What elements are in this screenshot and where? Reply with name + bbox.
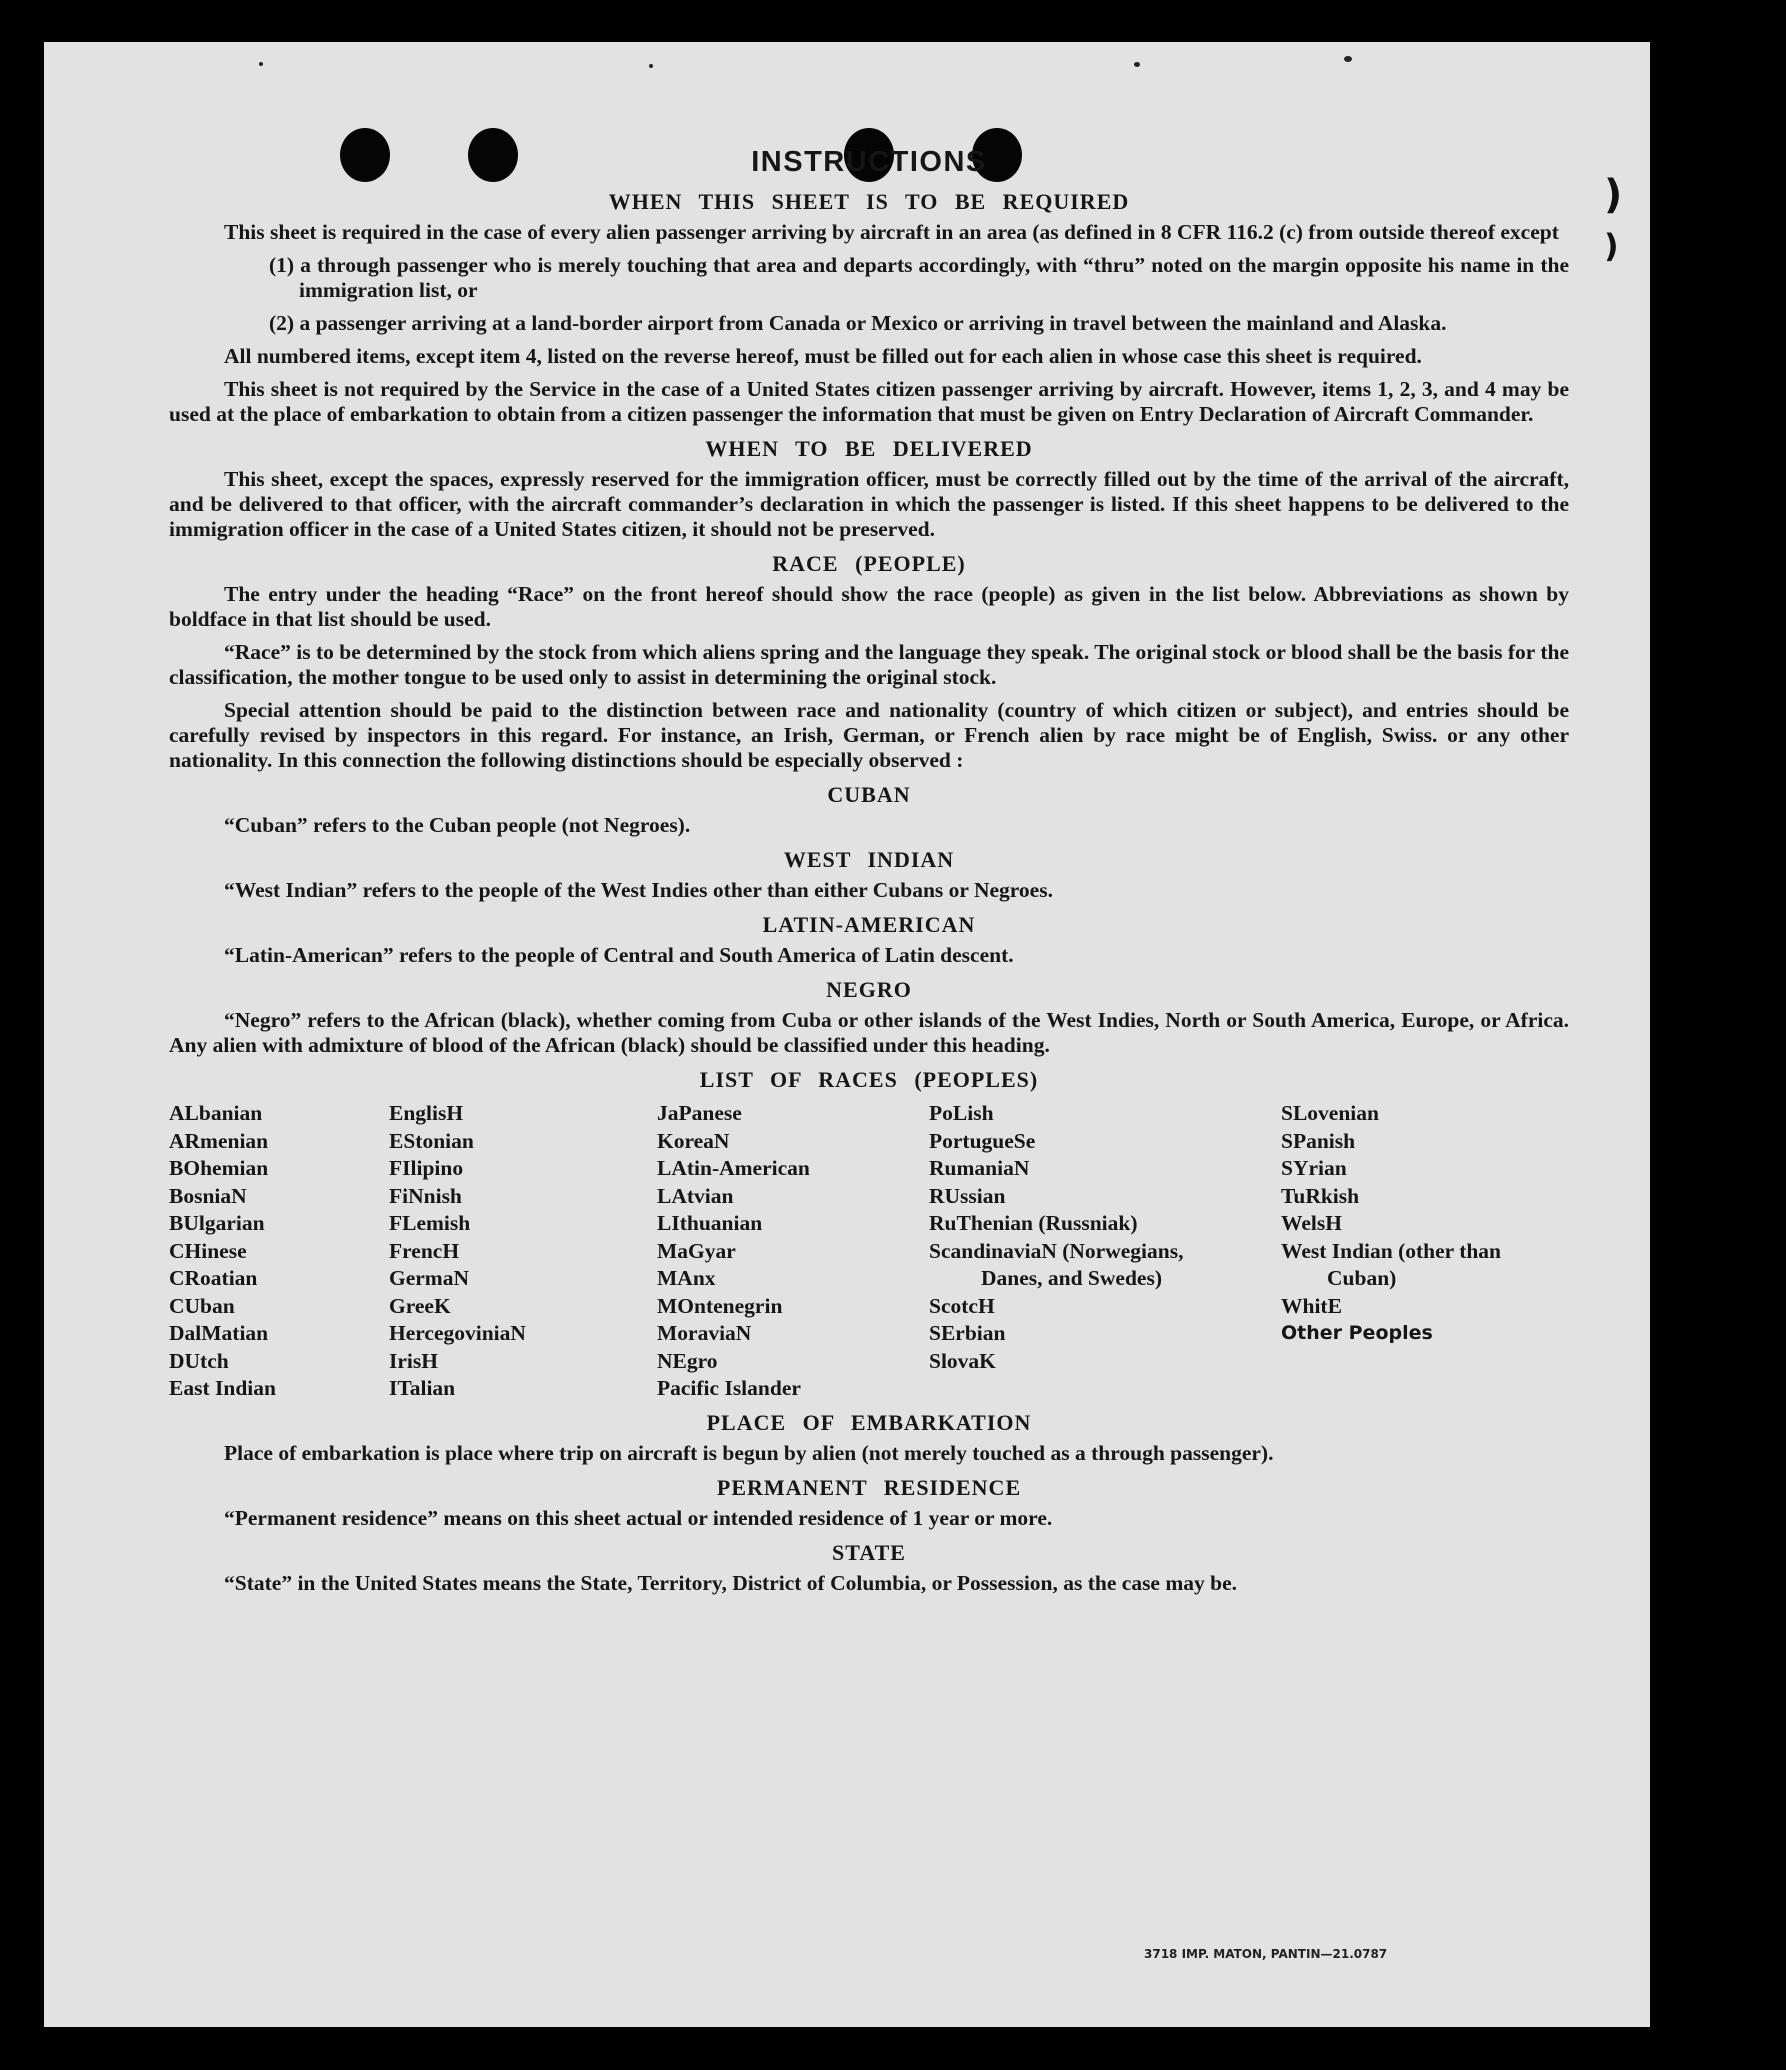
section-heading-west-indian: WEST INDIAN	[783, 847, 955, 872]
section-heading-state: STATE	[832, 1539, 906, 1565]
race-entry: RuThenian (Russniak)	[929, 1211, 1138, 1235]
paragraph: “West Indian” refers to the people of the West Indies other than either Cubans or Negroes.	[224, 878, 1053, 902]
paragraph: All numbered items, except item 4, listed on the reverse hereof, must be filled out for each alien in whose case this sheet is required.	[224, 344, 1422, 368]
race-entry: PortugueSe	[929, 1128, 1036, 1153]
paragraph: “Race” is to be determined by the stock from which aliens spring and the language they speak. The original stock or blood shall be the basis for the classification, the mother tongue to be used only to assist in determining the original stock.	[169, 640, 1569, 689]
race-entry: IrisH	[389, 1348, 438, 1373]
section-heading-list: LIST OF RACES (PEOPLES)	[699, 1067, 1039, 1092]
race-entry: ARmenian	[169, 1128, 269, 1153]
race-entry: ScandinaviaN (Norwegians, Danes, and Swedes)	[929, 1238, 1184, 1290]
race-entry: RUssian	[929, 1183, 1006, 1208]
race-entry: Other Peoples	[1281, 1322, 1433, 1344]
race-entry: SlovaK	[929, 1348, 996, 1373]
speck	[1344, 56, 1352, 62]
paragraph: This sheet is not required by the Service in the case of a United States citizen passenger arriving by aircraft. However, items 1, 2, 3, and 4 may be used at the place of embarkation to obtain from a citizen passenger the information that must be given on Entry Declaration of Aircraft Commander.	[169, 377, 1569, 426]
race-entry: SErbian	[929, 1321, 1006, 1345]
paragraph: This sheet is required in the case of every alien passenger arriving by aircraft in an area (as defined in 8 CFR 116.2 (c) from outside thereof except	[224, 220, 1559, 244]
race-entry: TuRkish	[1281, 1183, 1360, 1208]
race-entry: Pacific Islander	[657, 1376, 801, 1400]
race-column	[1281, 1100, 1521, 1403]
race-entry: West Indian (other than Cuban)	[1281, 1238, 1502, 1290]
race-column	[389, 1100, 657, 1403]
race-column	[169, 1100, 389, 1403]
paragraph: This sheet, except the spaces, expressly reserved for the immigration officer, must be correctly filled out by the time of the arrival of the aircraft, and be delivered to that officer, with the aircraft commander’s declaration in which the passenger is listed. If this sheet happens to be delivered to the immigration officer in the case of a United States citizen, it should not be preserved.	[169, 467, 1569, 541]
paragraph: “Cuban” refers to the Cuban people (not Negroes).	[224, 813, 691, 837]
speck	[1134, 62, 1140, 67]
race-entry: ITalian	[389, 1376, 456, 1400]
race-list	[169, 1100, 1569, 1403]
race-entry: CRoatian	[169, 1266, 258, 1290]
race-column	[929, 1100, 1281, 1403]
race-entry: JaPanese	[657, 1101, 742, 1125]
race-entry: LAtvian	[657, 1183, 734, 1208]
margin-mark: )	[1604, 227, 1619, 265]
race-entry: FiNnish	[389, 1183, 462, 1208]
instructions-text	[169, 142, 1569, 1604]
paragraph: “Permanent residence” means on this sheet actual or intended residence of 1 year or more.	[224, 1505, 1053, 1530]
paragraph: “Latin-American” refers to the people of Central and South America of Latin descent.	[224, 943, 1014, 967]
speck	[649, 64, 653, 68]
race-entry: EnglisH	[389, 1101, 464, 1125]
paragraph: Place of embarkation is place where trip on aircraft is begun by alien (not merely touched as a through passenger).	[224, 1440, 1274, 1465]
race-entry: KoreaN	[657, 1128, 730, 1153]
race-entry: HercegoviniaN	[389, 1321, 526, 1345]
race-entry: WhitE	[1281, 1293, 1342, 1318]
race-entry: DUtch	[169, 1348, 229, 1373]
race-entry: MOntenegrin	[657, 1293, 783, 1318]
race-column	[657, 1100, 929, 1403]
race-entry: EStonian	[389, 1128, 474, 1153]
race-entry: WelsH	[1281, 1211, 1342, 1235]
race-entry: ALbanian	[169, 1101, 263, 1125]
race-entry: FIlipino	[389, 1156, 464, 1180]
race-entry: SLovenian	[1281, 1101, 1379, 1125]
race-entry: GermaN	[389, 1266, 469, 1290]
race-entry: CHinese	[169, 1238, 247, 1263]
race-entry: GreeK	[389, 1293, 451, 1318]
race-entry: FrencH	[389, 1238, 460, 1263]
race-entry: MAnx	[657, 1266, 716, 1290]
section-heading-residence: PERMANENT RESIDENCE	[716, 1474, 1022, 1500]
section-heading-negro: NEGRO	[826, 977, 912, 1002]
section-heading-latin-american: LATIN-AMERICAN	[762, 912, 976, 937]
paragraph: The entry under the heading “Race” on the front hereof should show the race (people) as given in the list below. Abbreviations as shown by boldface in that list should be used.	[169, 582, 1569, 631]
list-item: (2) a passenger arriving at a land-border airport from Canada or Mexico or arriving in travel between the mainland and Alaska.	[269, 311, 1447, 335]
section-heading-required: WHEN THIS SHEET IS TO BE REQUIRED	[608, 189, 1130, 214]
race-entry: LAtin-American	[657, 1156, 810, 1180]
paragraph: “State” in the United States means the State, Territory, District of Columbia, or Possession, as the case may be.	[224, 1570, 1238, 1595]
section-heading-delivered: WHEN TO BE DELIVERED	[705, 436, 1033, 461]
race-entry: BosniaN	[169, 1183, 247, 1208]
race-entry: NEgro	[657, 1348, 718, 1373]
document-page	[44, 42, 1650, 2027]
printer-imprint: 3718 IMP. MATON, PANTIN—21.0787	[1144, 1947, 1388, 1961]
paragraph: Special attention should be paid to the distinction between race and nationality (country of which citizen or subject), and entries should be carefully revised by inspectors in this regard. For instance, an Irish, German, or French alien by race might be of English, Swiss. or any other nationality. In this connection the following distinctions should be especially observed :	[169, 698, 1569, 772]
race-entry: BUlgarian	[169, 1211, 265, 1235]
race-entry: SPanish	[1281, 1128, 1356, 1153]
race-entry: MoraviaN	[657, 1321, 752, 1345]
race-entry: CUban	[169, 1293, 235, 1318]
section-heading-embarkation: PLACE OF EMBARKATION	[706, 1409, 1032, 1435]
race-entry: MaGyar	[657, 1238, 736, 1263]
margin-mark: )	[1604, 172, 1623, 218]
list-item: (1) a through passenger who is merely touching that area and departs accordingly, with “thru” noted on the margin opposite his name in the immigration list, or	[269, 253, 1569, 302]
race-entry: DalMatian	[169, 1321, 269, 1345]
race-entry: SYrian	[1281, 1156, 1347, 1180]
race-entry: PoLish	[929, 1101, 994, 1125]
race-entry: FLemish	[389, 1211, 471, 1235]
race-entry: LIthuanian	[657, 1211, 763, 1235]
speck	[259, 62, 263, 66]
race-entry: BOhemian	[169, 1156, 269, 1180]
paragraph: “Negro” refers to the African (black), whether coming from Cuba or other islands of the West Indies, North or South America, Europe, or Africa. Any alien with admixture of blood of the African (black) should be classified under this heading.	[169, 1008, 1569, 1057]
page-title: INSTRUCTIONS	[751, 146, 987, 178]
section-heading-race: RACE (PEOPLE)	[772, 551, 966, 576]
race-entry: East Indian	[169, 1376, 276, 1400]
race-entry: RumaniaN	[929, 1156, 1030, 1180]
section-heading-cuban: CUBAN	[827, 782, 911, 807]
race-entry: ScotcH	[929, 1293, 995, 1318]
